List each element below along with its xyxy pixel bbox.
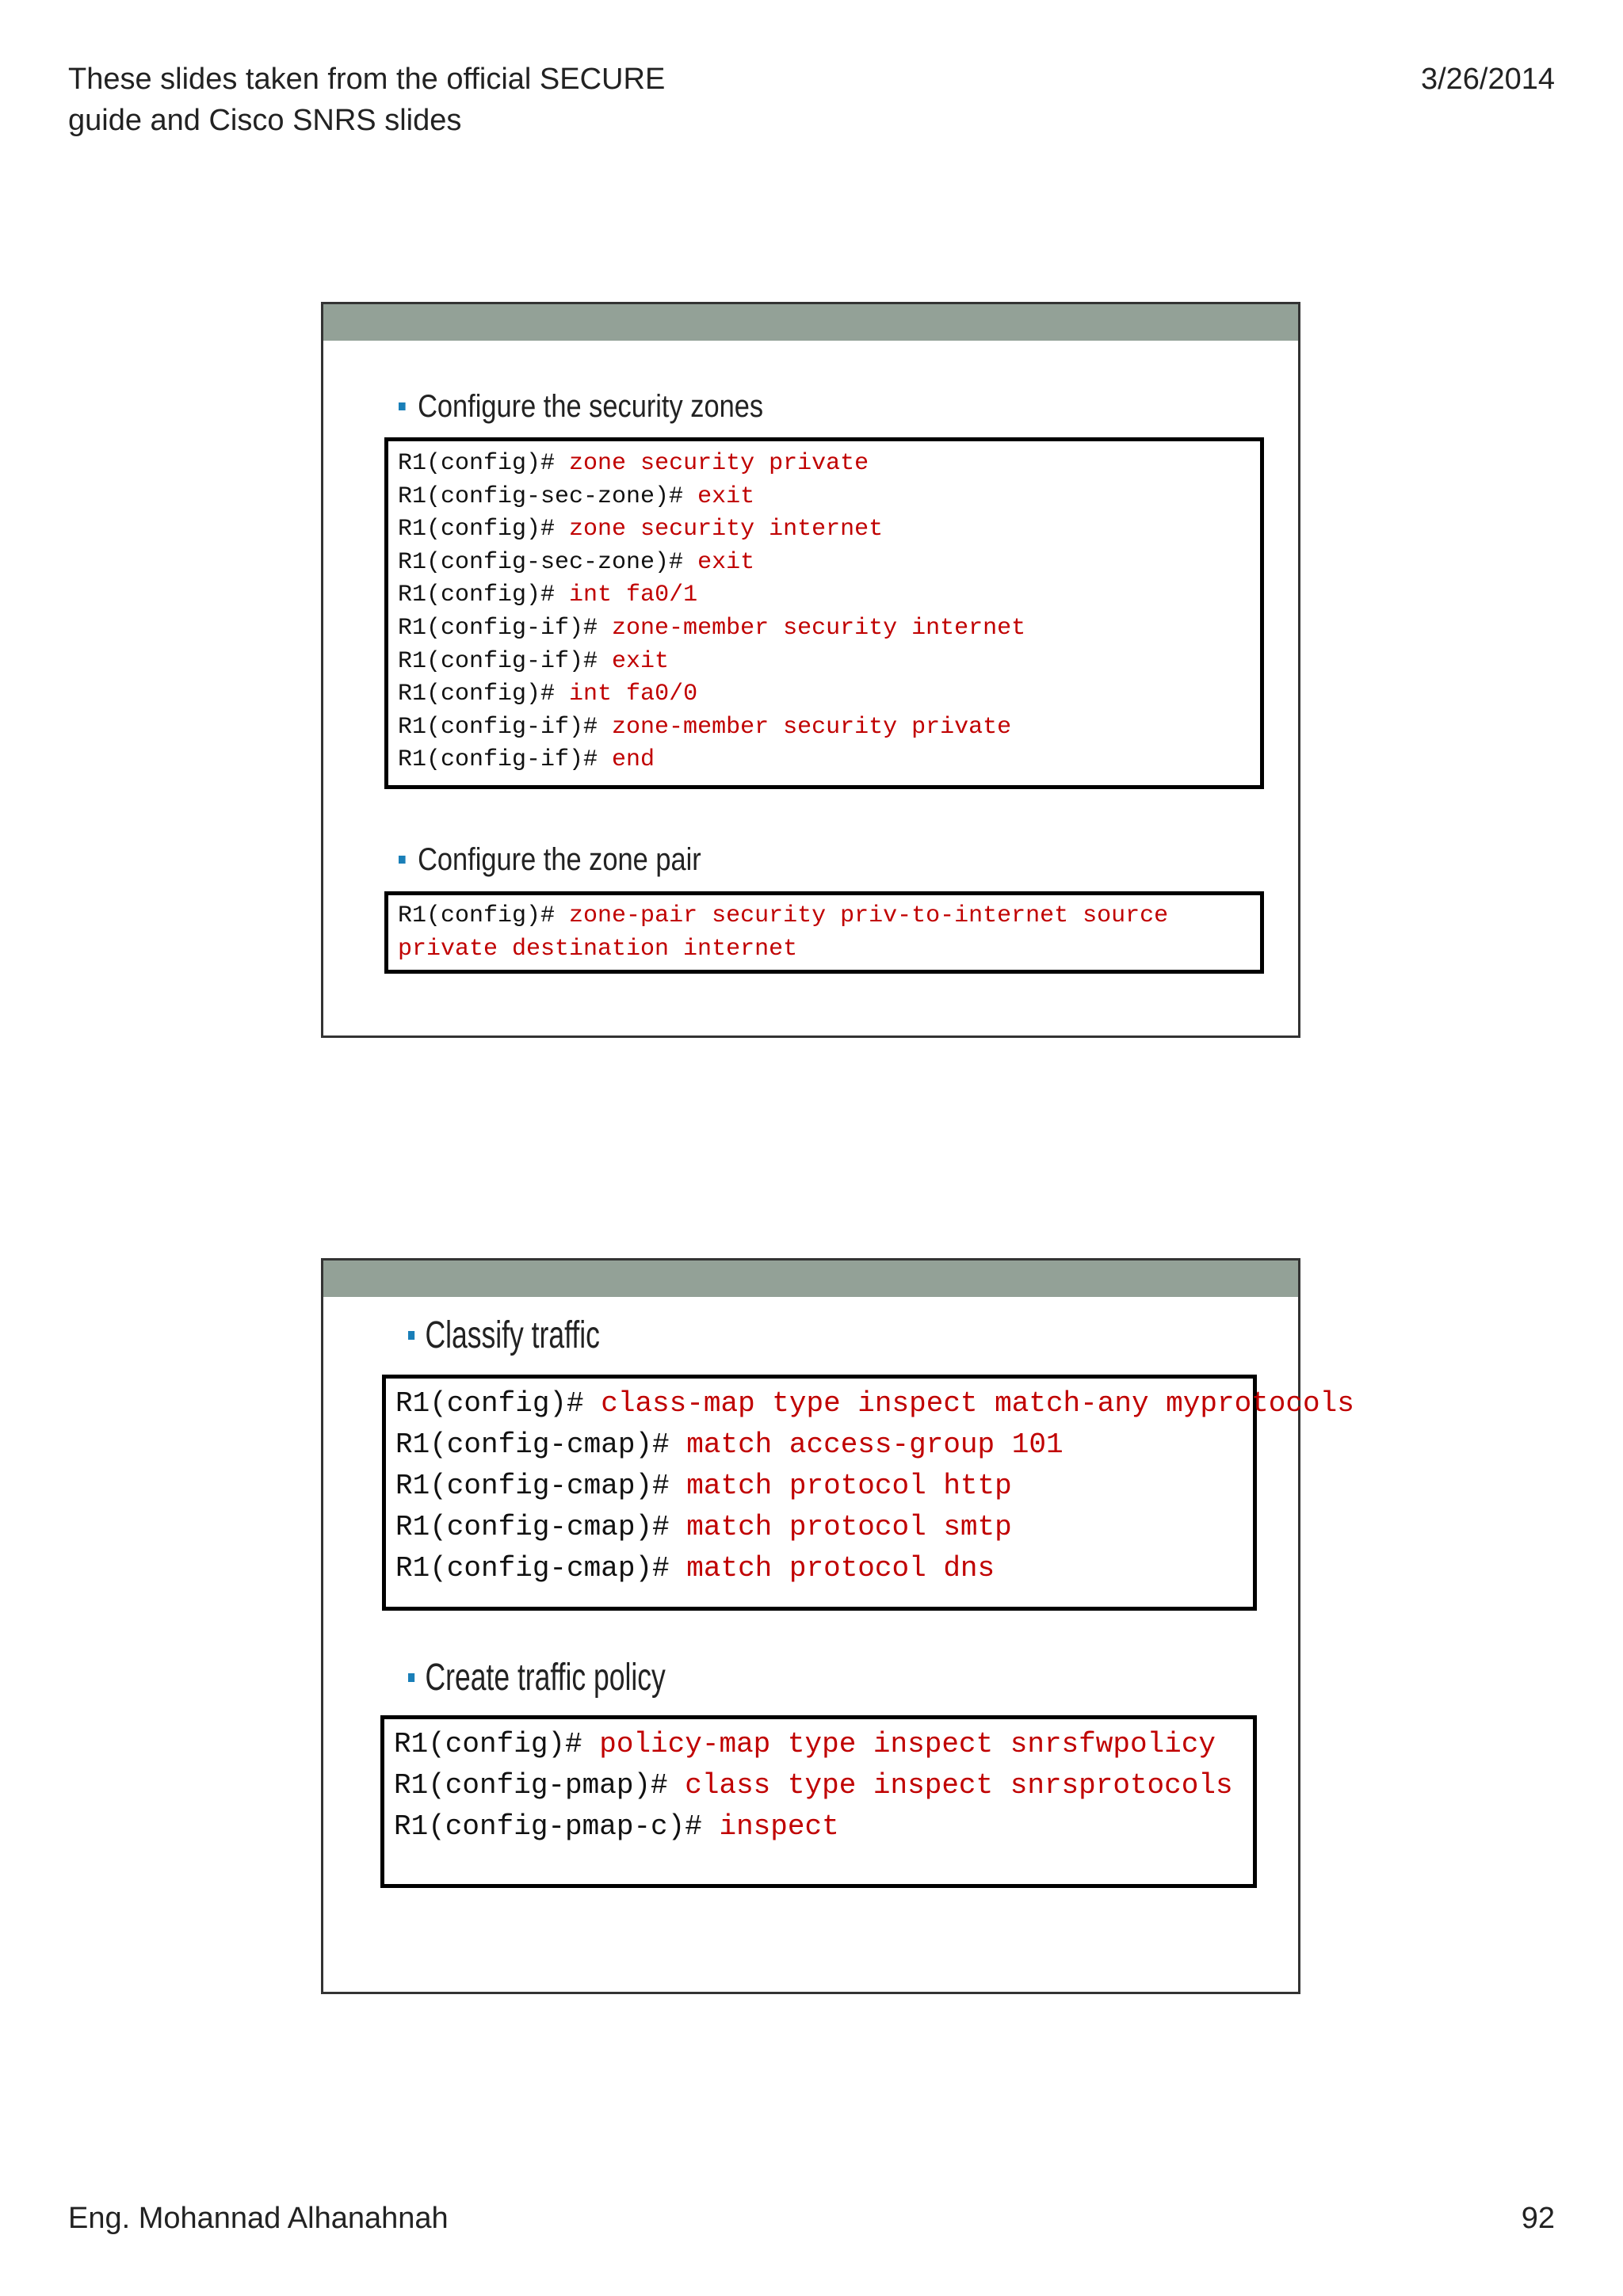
slide-2-bullet-traffic-policy — [408, 1652, 666, 1703]
slide-2 — [321, 1258, 1354, 1994]
slide-1-code-box-zones — [384, 437, 1264, 789]
code-line: R1(config-pmap)# class type inspect snrsprotocols — [394, 1769, 1233, 1802]
header-title-line2: guide and Cisco SNRS slides — [68, 104, 462, 137]
code-line: R1(config)# class-map type inspect match-any myprotocols — [395, 1387, 1354, 1420]
slide-1-bullet-zone-pair — [399, 840, 701, 879]
footer-author: Eng. Mohannad Alhanahnah — [68, 2202, 449, 2235]
code-line: R1(config)# int fa0/0 — [398, 681, 698, 708]
code-line: R1(config-if)# end — [398, 746, 655, 774]
header-title-line1: These slides taken from the official SECURE — [68, 63, 666, 96]
slide-2-bullet-classify-traffic — [408, 1310, 600, 1360]
code-line: R1(config)# zone-pair security priv-to-internet source — [398, 902, 1169, 929]
code-line: R1(config-cmap)# match access-group 101 — [395, 1428, 1064, 1461]
bullet-square-icon — [399, 402, 406, 410]
code-line: R1(config-if)# exit — [398, 647, 670, 675]
slide-2-title-bar — [323, 1261, 1298, 1297]
bullet-text: Create traffic policy — [425, 1656, 666, 1699]
code-line: R1(config-if)# zone-member security internet — [398, 614, 1026, 642]
code-line: R1(config-sec-zone)# exit — [398, 482, 755, 510]
header-date: 3/26/2014 — [1420, 63, 1555, 96]
bullet-text: Classify traffic — [425, 1314, 600, 1356]
code-line: R1(config)# policy-map type inspect snrsfwpolicy — [394, 1728, 1216, 1760]
code-line: private destination internet — [398, 935, 798, 963]
bullet-square-icon — [408, 1673, 414, 1682]
code-line: R1(config)# int fa0/1 — [398, 582, 698, 609]
footer-page-number: 92 — [1521, 2202, 1555, 2235]
code-line: R1(config)# zone security private — [398, 450, 869, 477]
slide-1-bullet-security-zones — [399, 387, 763, 426]
slide-2-code-box-policy-map — [380, 1715, 1257, 1888]
bullet-text: Configure the zone pair — [418, 841, 701, 877]
bullet-text: Configure the security zones — [418, 388, 764, 424]
code-line: R1(config-cmap)# match protocol dns — [395, 1552, 995, 1585]
code-line: R1(config-sec-zone)# exit — [398, 548, 755, 576]
code-line: R1(config-pmap-c)# inspect — [394, 1810, 839, 1843]
bullet-square-icon — [408, 1331, 414, 1340]
code-line: R1(config)# zone security internet — [398, 516, 884, 543]
code-line: R1(config-cmap)# match protocol smtp — [395, 1511, 1012, 1543]
slide-2-code-box-class-map — [382, 1375, 1354, 1611]
slide-1-title-bar — [323, 304, 1298, 341]
document-header-title — [68, 59, 665, 141]
code-line: R1(config-cmap)# match protocol http — [395, 1470, 1012, 1502]
slide-1-code-box-zone-pair — [384, 891, 1264, 974]
slide-1 — [321, 302, 1300, 1038]
code-line: R1(config-if)# zone-member security private — [398, 713, 1012, 741]
bullet-square-icon — [399, 856, 406, 864]
